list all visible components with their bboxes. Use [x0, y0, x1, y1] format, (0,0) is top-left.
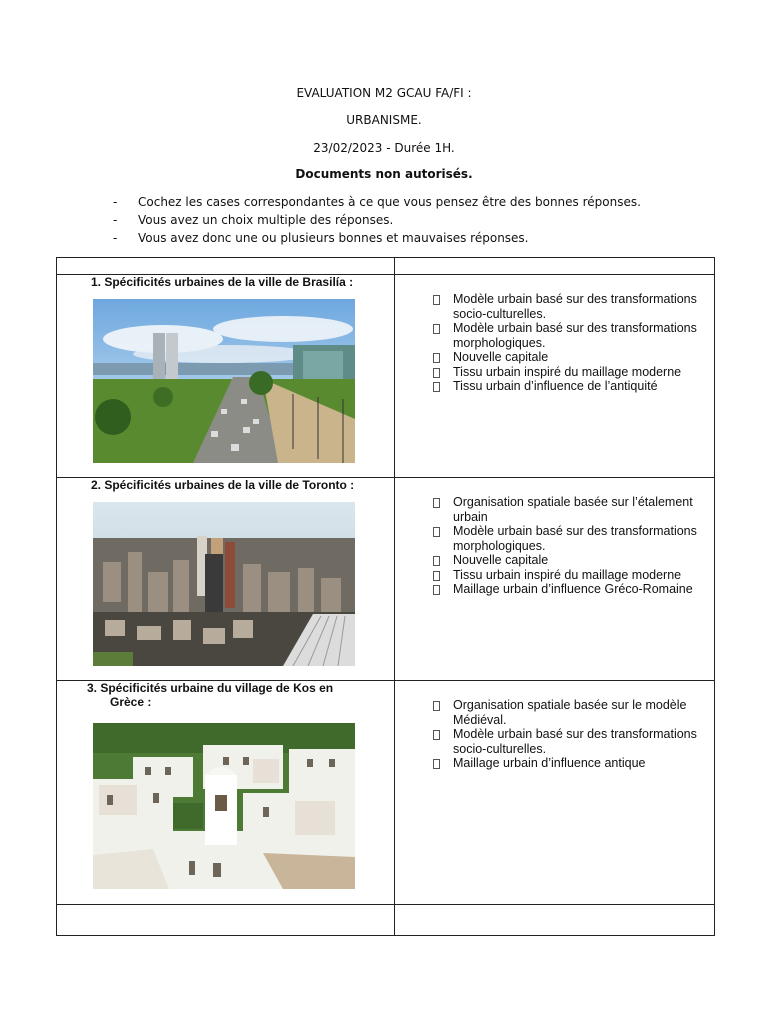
question-title: 2. Spécificités urbaines de la ville de Toronto : — [91, 478, 355, 492]
question-row-1 — [57, 275, 715, 478]
exam-date-duration: 23/02/2023 - Durée 1H. — [313, 141, 455, 155]
kos-village-photo — [93, 723, 355, 889]
option-label: Tissu urbain d’influence de l’antiquité — [453, 379, 658, 393]
bullet-dash: - — [113, 195, 118, 209]
question-row-2 — [57, 478, 715, 681]
option-item[interactable] — [433, 553, 714, 568]
option-item[interactable] — [433, 292, 714, 321]
option-label: Organisation spatiale basée sur l’étalement urbain — [453, 495, 693, 524]
option-label: Maillage urbain d’influence antique — [453, 756, 646, 770]
option-label: Modèle urbain basé sur des transformations socio-culturelles. — [453, 292, 697, 321]
checkbox-icon[interactable] — [433, 368, 440, 378]
option-item[interactable] — [433, 321, 714, 350]
option-label: Modèle urbain basé sur des transformations morphologiques. — [453, 321, 697, 350]
option-item[interactable] — [433, 727, 714, 756]
checkbox-icon[interactable] — [433, 585, 440, 595]
question-row-3 — [57, 681, 715, 905]
empty-cell — [57, 905, 395, 936]
option-label: Organisation spatiale basée sur le modèle Médiéval. — [453, 698, 687, 727]
question-cell — [57, 681, 395, 905]
checkbox-icon[interactable] — [433, 295, 440, 305]
option-item[interactable] — [433, 524, 714, 553]
option-label: Nouvelle capitale — [453, 553, 549, 567]
options-cell — [395, 478, 715, 681]
documents-notice: Documents non autorisés. — [295, 167, 473, 181]
options-cell — [395, 681, 715, 905]
option-label: Tissu urbain inspiré du maillage moderne — [453, 567, 682, 582]
exam-title: EVALUATION M2 GCAU FA/FI : — [296, 86, 472, 100]
checkbox-icon[interactable] — [433, 701, 440, 711]
question-title: 3. Spécificités urbaine du village de Kos en — [87, 681, 334, 695]
question-cell — [57, 478, 395, 681]
instruction-text: Vous avez un choix multiple des réponses. — [138, 213, 394, 227]
brasilia-photo — [93, 299, 355, 463]
question-title: 1. Spécificités urbaines de la ville de Brasilía : — [91, 275, 354, 289]
option-label: Modèle urbain basé sur des transformations socio-culturelles. — [453, 727, 697, 756]
option-item[interactable] — [433, 365, 714, 380]
options-list — [433, 495, 714, 597]
options-cell — [395, 275, 715, 478]
table-header-row — [57, 258, 715, 275]
option-label: Tissu urbain inspiré du maillage moderne — [453, 364, 682, 379]
checkbox-icon[interactable] — [433, 730, 440, 740]
option-item[interactable] — [433, 350, 714, 365]
question-title-continued: Grèce : — [110, 695, 152, 709]
option-label: Modèle urbain basé sur des transformations morphologiques. — [453, 524, 697, 553]
checkbox-icon[interactable] — [433, 571, 440, 581]
instruction-text: Cochez les cases correspondantes à ce que vous pensez être des bonnes réponses. — [138, 195, 641, 209]
toronto-photo — [93, 502, 355, 666]
options-list — [433, 698, 714, 771]
option-label: Nouvelle capitale — [453, 350, 549, 364]
checkbox-icon[interactable] — [433, 498, 440, 508]
subject-title: URBANISME. — [346, 113, 422, 127]
checkbox-icon[interactable] — [433, 353, 440, 363]
instruction-text: Vous avez donc une ou plusieurs bonnes et mauvaises réponses. — [138, 231, 529, 245]
option-item[interactable] — [433, 379, 714, 394]
checkbox-icon[interactable] — [433, 556, 440, 566]
checkbox-icon[interactable] — [433, 759, 440, 769]
option-label: Maillage urbain d’influence Gréco-Romaine — [453, 582, 693, 596]
option-item[interactable] — [433, 698, 714, 727]
checkbox-icon[interactable] — [433, 324, 440, 334]
options-list — [433, 292, 714, 394]
question-cell — [57, 275, 395, 478]
option-item[interactable] — [433, 568, 714, 583]
option-item[interactable] — [433, 756, 714, 771]
bullet-dash: - — [113, 231, 118, 245]
empty-cell — [57, 258, 395, 275]
table-footer-row — [57, 905, 715, 936]
question-table — [56, 257, 715, 936]
empty-cell — [395, 258, 715, 275]
option-item[interactable] — [433, 582, 714, 597]
checkbox-icon[interactable] — [433, 382, 440, 392]
checkbox-icon[interactable] — [433, 527, 440, 537]
empty-cell — [395, 905, 715, 936]
bullet-dash: - — [113, 213, 118, 227]
option-item[interactable] — [433, 495, 714, 524]
